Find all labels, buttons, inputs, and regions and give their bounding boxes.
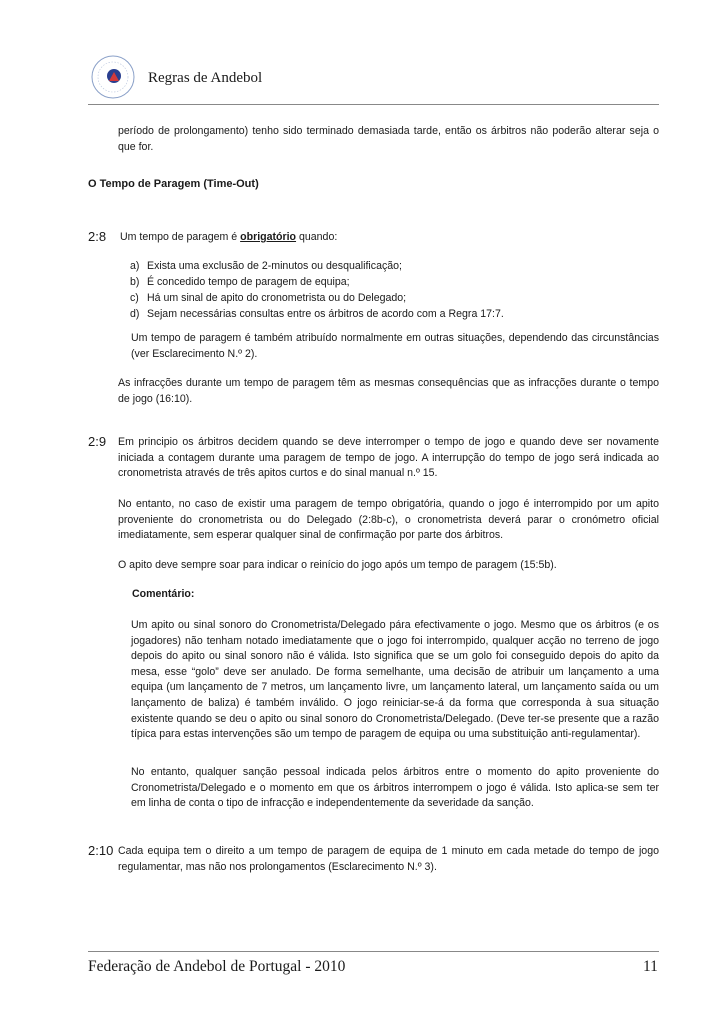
comment-paragraph: No entanto, qualquer sanção pessoal indicada pelos árbitros entre o momento do apito proveniente do Cronometrista/Delegado e o momento em que os árbitros interrompem o jogo é válida. Isto aplica-se sem ter em linha de conta o tipo de infracção e independentemente da severidade da sanção.	[131, 766, 659, 810]
header-title: Regras de Andebol	[148, 70, 263, 86]
rule-2-8-lead	[120, 230, 640, 246]
rule-number-2-9: 2:9	[88, 434, 107, 449]
list-item: a) Exista uma exclusão de 2-minutos ou desqualificação;	[130, 260, 402, 272]
rule-2-8-paragraph: As infracções durante um tempo de paragem têm as mesmas consequências que as infracções durante o tempo de jogo (16:10).	[118, 377, 659, 405]
list-item: c) Há um sinal de apito do cronometrista ou do Delegado;	[130, 292, 407, 304]
comment-paragraph: Um apito ou sinal sonoro do Cronometrista/Delegado pára efectivamente o jogo. Mesmo que os árbitros (e os jogadores) não tenham notado imediatamente que o jogo foi interrompido, qualquer acção no terreno de jogo depois do apito ou sinal sonoro não é válida. Isto significa que se um golo foi conseguido depois do apito da mesa, esse “golo” deve ser anulado. De forma semelhante, uma decisão de atribuir um lançamento a uma equipa (um lançamento de 7 metros, um lançamento livre, um lançamento lateral, um lançamento saída ou um lançamento de baliza) é também inválido. O jogo reiniciar-se-á da forma que corresponda à sua situação existente quando se deu o apito ou sinal sonoro do Cronometrista/Delegado. (Deve ter-se presente que a razão típica para estas intervenções são um tempo de paragem de equipa ou uma substituição anti-regulamentar).	[131, 619, 659, 741]
footer-divider	[88, 951, 659, 952]
rule-2-8-paragraph: Um tempo de paragem é também atribuído normalmente em outras situações, dependendo das circunstâncias (ver Esclarecimento N.º 2).	[131, 332, 659, 360]
rule-2-9-paragraph: O apito deve sempre soar para indicar o reinício do jogo após um tempo de paragem (15:5b).	[118, 559, 557, 571]
intro-paragraph: período de prolongamento) tenho sido terminado demasiada tarde, então os árbitros não poderão alterar seja o que for.	[118, 125, 659, 153]
page-number: 11	[643, 958, 658, 975]
header-divider	[88, 104, 659, 105]
list-item: b) É concedido tempo de paragem de equipa;	[130, 276, 350, 288]
lead-text: Um tempo de paragem é	[120, 231, 241, 243]
rule-2-10-paragraph: Cada equipa tem o direito a um tempo de paragem de equipa de 1 minuto em cada metade do tempo de jogo regulamentar, mas não nos prolongamentos (Esclarecimento N.º 3).	[118, 845, 659, 873]
list-item: d) Sejam necessárias consultas entre os árbitros de acordo com a Regra 17:7.	[130, 308, 504, 320]
rule-2-9-paragraph: Em principio os árbitros decidem quando se deve interromper o tempo de jogo e quando deve ser novamente iniciada a contagem durante uma paragem de tempo de jogo. A interrupção do tempo de jogo será indicada ao cronometrista através de três apitos curtos e do sinal manual n.º 15.	[118, 436, 659, 480]
rule-2-9-paragraph: No entanto, no caso de existir uma paragem de tempo obrigatória, quando o jogo é interrompido por um apito proveniente do cronometrista ou do Delegado (2:8b-c), o cronometrista deverá parar o cronómetro oficial imediatamente, sem esperar qualquer sinal de confirmação por parte dos árbitros.	[118, 498, 659, 542]
section-heading: O Tempo de Paragem (Time-Out)	[88, 178, 259, 190]
federation-logo-icon	[90, 54, 136, 100]
comment-label: Comentário:	[132, 588, 195, 600]
rule-number-2-10: 2:10	[88, 843, 114, 858]
lead-text-end: quando:	[296, 231, 338, 243]
rule-number-2-8: 2:8	[88, 229, 107, 244]
footer-organization: Federação de Andebol de Portugal - 2010	[88, 958, 346, 975]
lead-emphasis: obrigatório	[240, 231, 297, 243]
